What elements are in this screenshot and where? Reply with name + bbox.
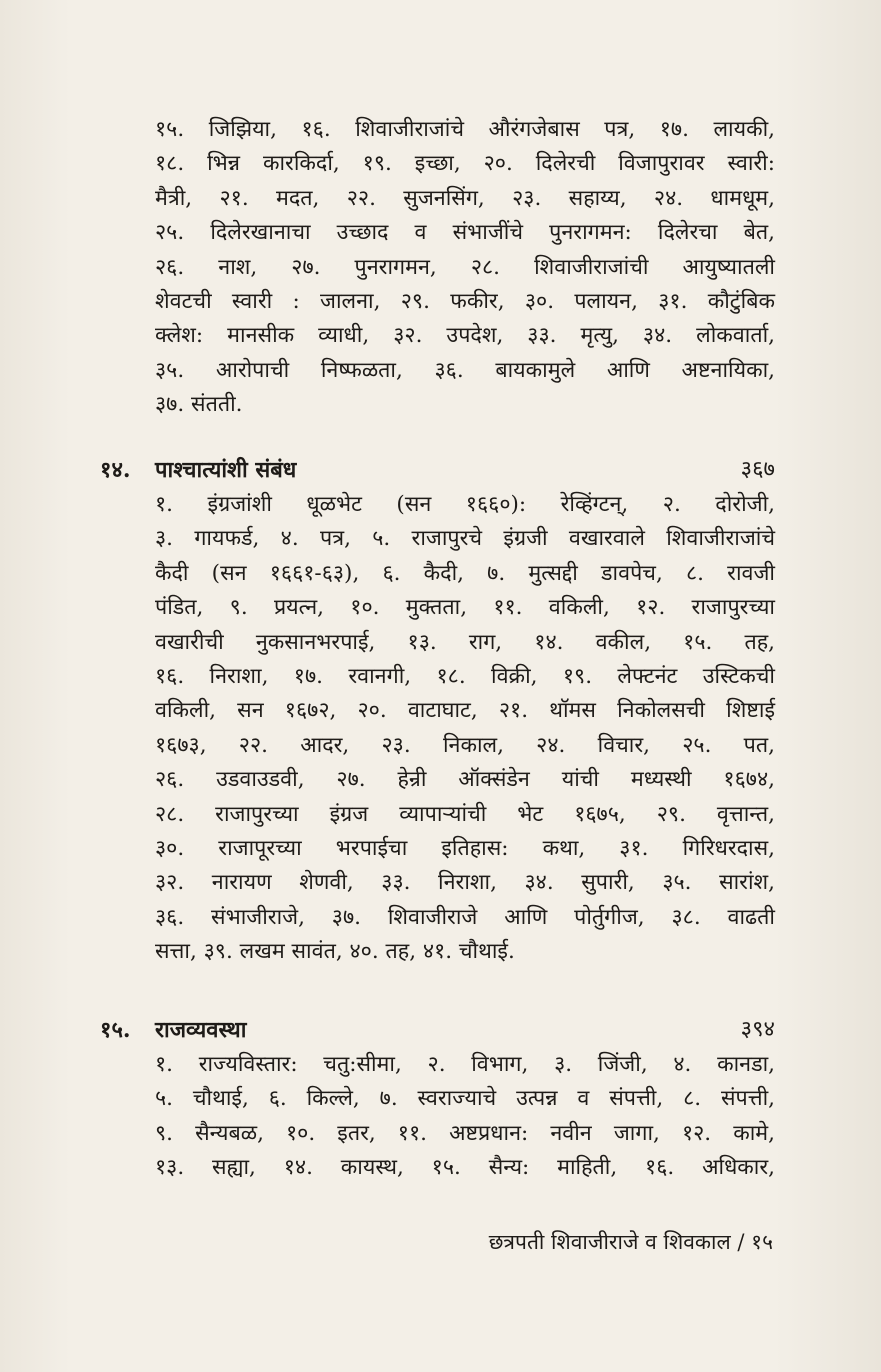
section-number: १४.: [100, 457, 131, 483]
section-title: पाश्चात्यांशी संबंध: [155, 457, 297, 483]
section-number: १५.: [100, 1017, 131, 1043]
text-line: २८. राजापुरच्या इंग्रज व्यापाऱ्यांची भेट १६७५, २९. वृत्तान्त,: [155, 801, 775, 827]
text-line: ३०. राजापूरच्या भरपाईचा इतिहास: कथा, ३१. गिरिधरदास,: [155, 835, 775, 861]
text-line: ३५. आरोपाची निष्फळता, ३६. बायकामुले आणि अष्टनायिका,: [155, 357, 775, 383]
text-line: ३६. संभाजीराजे, ३७. शिवाजीराजे आणि पोर्तुगीज, ३८. वाढती: [155, 904, 775, 930]
text-line: ३७. संतती.: [155, 392, 243, 418]
section-title-group: [100, 452, 296, 488]
text-line: १८. भिन्न कारकिर्दा, १९. इच्छा, २०. दिलेरची विजापुरावर स्वारी:: [155, 151, 775, 177]
text-line: ५. चौथाई, ६. किल्ले, ७. स्वराज्याचे उत्पन्न व संपत्ती, ८. संपत्ती,: [155, 1086, 775, 1112]
section-page-number: ३९४: [740, 1017, 775, 1042]
intro-paragraph: [100, 113, 775, 423]
section-page-number: ३६७: [740, 457, 775, 482]
text-line: मैत्री, २१. मदत, २२. सुजनसिंग, २३. सहाय्य, २४. धामधूम,: [155, 185, 775, 211]
text-line: ३. गायफर्ड, ४. पत्र, ५. राजापुरचे इंग्रजी वखारवाले शिवाजीराजांचे: [155, 526, 775, 552]
text-line: वखारीची नुकसानभरपाई, १३. राग, १४. वकील, १५. तह,: [155, 629, 775, 655]
section-15: [100, 1012, 775, 1186]
text-line: शेवटची स्वारी : जालना, २९. फकीर, ३०. पलायन, ३१. कौटुंबिक: [155, 288, 775, 314]
section-heading: [100, 452, 775, 488]
section-heading: [100, 1012, 775, 1048]
text-line: वकिली, सन १६७२, २०. वाटाघाट, २१. थॉमस निकोलसची शिष्टाई: [155, 698, 775, 724]
text-line: १५. जिझिया, १६. शिवाजीराजांचे औरंगजेबास पत्र, १७. लायकी,: [155, 117, 775, 142]
text-line: ९. सैन्यबळ, १०. इतर, ११. अष्टप्रधान: नवीन जागा, १२. कामे,: [155, 1120, 775, 1146]
text-line: १. राज्यविस्तार: चतु:सीमा, २. विभाग, ३. जिंजी, ४. कानडा,: [155, 1052, 775, 1077]
text-line: १६. निराशा, १७. रवानगी, १८. विक्री, १९. लेफ्टनंट उस्टिकची: [155, 663, 775, 689]
text-line: पंडित, ९. प्रयत्न, १०. मुक्तता, ११. वकिली, १२. राजापुरच्या: [155, 595, 775, 621]
section-title-group: [100, 1012, 246, 1048]
text-line: १३. सह्या, १४. कायस्थ, १५. सैन्य: माहिती, १६. अधिकार,: [155, 1155, 775, 1181]
section-14: [100, 452, 775, 969]
text-line: १. इंग्रजांशी धूळभेट (सन १६६०): रेव्हिंग्टन्, २. दोरोजी,: [155, 492, 775, 517]
text-line: क्लेश: मानसीक व्याधी, ३२. उपदेश, ३३. मृत्यु, ३४. लोकवार्ता,: [155, 323, 775, 349]
text-line: ३२. नारायण शेणवी, ३३. निराशा, ३४. सुपारी, ३५. सारांश,: [155, 870, 775, 896]
text-line: २६. उडवाउडवी, २७. हेन्री ऑक्संडेन यांची मध्यस्थी १६७४,: [155, 767, 775, 793]
section-title: राजव्यवस्था: [155, 1017, 247, 1043]
text-line: सत्ता, ३९. लखम सावंत, ४०. तह, ४१. चौथाई.: [155, 939, 515, 965]
page-footer: छत्रपती शिवाजीराजे व शिवकाल / १५: [488, 1230, 773, 1254]
text-line: २५. दिलेरखानाचा उच्छाद व संभाजींचे पुनरागमन: दिलेरचा बेत,: [155, 220, 775, 246]
text-line: २६. नाश, २७. पुनरागमन, २८. शिवाजीराजांची आयुष्यातली: [155, 254, 775, 280]
text-line: कैदी (सन १६६१-६३), ६. कैदी, ७. मुत्सद्दी डावपेच, ८. रावजी: [155, 560, 775, 586]
text-line: १६७३, २२. आदर, २३. निकाल, २४. विचार, २५. पत,: [155, 732, 775, 758]
